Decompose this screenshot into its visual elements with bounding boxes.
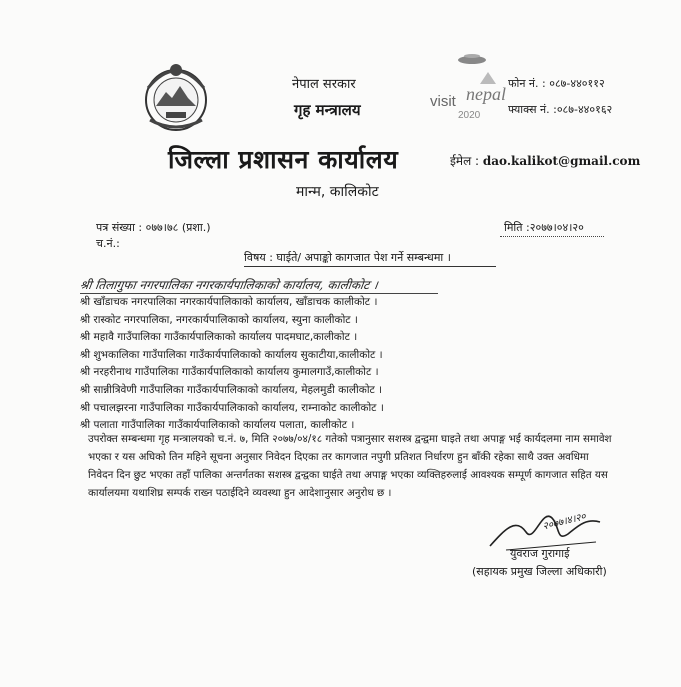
- dispatch-number: च.नं.:: [96, 237, 120, 250]
- recipient-list: [80, 294, 384, 435]
- email-label: ईमेल :: [450, 154, 480, 168]
- visit-year: 2020: [458, 110, 481, 120]
- signer-name: युवराज गुरागाई: [510, 547, 570, 560]
- list-item: श्री पलाता गाउँपालिका गाउँकार्यपालिकाको कार्यालय पलाता, कालीकोट ।: [80, 419, 355, 432]
- nepal-emblem-icon: [136, 58, 216, 138]
- phone-number: फोन नं. : ०८७-४४०११२: [508, 77, 605, 90]
- letter-body: उपरोक्त सम्बन्धमा गृह मन्त्रालयको च.नं. ७, मिति २०७७/०४/१८ गतेको पत्रानुसार सशस्त्र द्वन्द्वमा घाइते तथा अपाङ्ग भई कार्यदलमा नाम समावेश भएका र यस अघिको तिन महिने सूचना अनुसार निवेदन दिएका तर कागजात नपुगी प्रतिशत निर्धारण हुन बाँकी रहेका साथै उक्त अवधिमा निवेदन दिन छुट भएका तहाँ पालिका अन्तर्गतका सशस्त्र द्वन्द्वका घाईते तथा अपाङ्ग भएका व्यक्तिहरुलाई आवश्यक सम्पूर्ण कागजात सहित यस कार्यालयमा यथाशिघ्र सम्पर्क राख्न पठाईदिने व्यवस्था हुन आदेशानुसार अनुरोध छ ।: [88, 433, 612, 499]
- handwritten-recipient: श्री तिलागुफा नगरपालिका नगरकार्यपालिकाको कार्यालय, कालीकोट ।: [78, 278, 379, 292]
- list-item: श्री महावै गाउँपालिका गाउँकार्यपालिकाको कार्यालय पादमघाट,कालीकोट ।: [80, 331, 358, 344]
- fax-number: फ्याक्स नं. :०८७-४४०१६२: [508, 103, 613, 116]
- list-item: श्री रास्कोट नगरपालिका, नगरकार्यपालिकाको कार्यालय, स्युना कालीकोट ।: [80, 313, 358, 326]
- letter-subject: विषय : घाईते/ अपाङ्को कागजात पेश गर्ने सम्बन्धमा ।: [244, 251, 451, 264]
- date-underline: [500, 236, 604, 237]
- ministry-name: गृह मन्त्रालय: [294, 101, 361, 119]
- list-item: श्री नरहरीनाथ गाउँपालिका गाउँकार्यपालिकाको कार्यालय कुमालगाउँ,कालीकोट ।: [80, 366, 379, 379]
- list-item: श्री शुभकालिका गाउँपालिका गाउँकार्यपालिकाको कार्यालय सुकाटीया,कालीकोट ।: [80, 348, 383, 361]
- visit-word: visit: [430, 93, 456, 110]
- email-address: dao.kalikot@gmail.com: [482, 154, 641, 168]
- office-address: मान्म, कालिकोट: [296, 184, 379, 200]
- office-name: जिल्ला प्रशासन कार्यालय: [168, 145, 399, 174]
- visit-nepal-logo-icon: [428, 50, 518, 120]
- letter-date: मिति :२०७७।०४।२०: [504, 221, 584, 234]
- signature-date: २०७७।४।२०: [541, 511, 588, 533]
- signer-designation: (सहायक प्रमुख जिल्ला अधिकारी): [472, 565, 607, 578]
- list-item: श्री पचालझरना गाउँपालिका गाउँकार्यपालिकाको कार्यालय, राम्नाकोट कालीकोट ।: [80, 401, 384, 414]
- email-line: [450, 152, 640, 169]
- nepal-word: nepal: [466, 84, 506, 104]
- subject-underline: [244, 266, 496, 267]
- letter-number: पत्र संख्या : ०७७।७८ (प्रशा.): [96, 221, 211, 234]
- list-item: श्री खाँडाचक नगरपालिका नगरकार्यपालिकाको कार्यालय, खाँडाचक कालीकोट ।: [80, 296, 378, 308]
- list-item: श्री सान्नीत्रिवेणी गाउँपालिका गाउँकार्यपालिकाको कार्यालय, मेहलमुडी कालीकोट ।: [80, 383, 383, 396]
- government-name: नेपाल सरकार: [292, 77, 356, 92]
